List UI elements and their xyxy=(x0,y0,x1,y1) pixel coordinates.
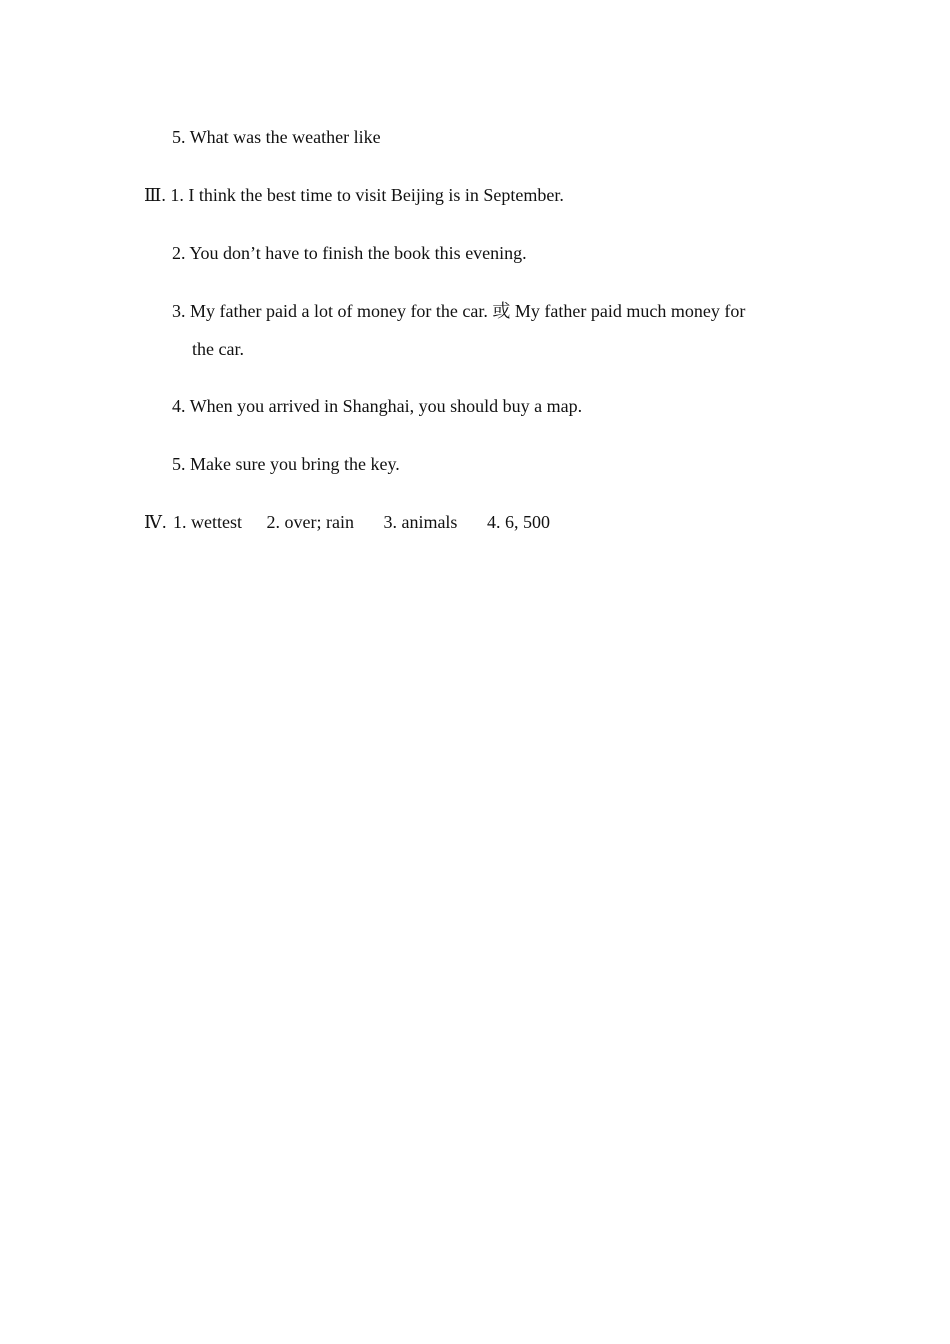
section-4-marker: Ⅳ. xyxy=(144,512,167,532)
section-3-item-3-continuation xyxy=(192,338,244,360)
item-number: 1. xyxy=(170,185,184,205)
answer-1: 1. wettest xyxy=(172,512,242,532)
item-number: 3. xyxy=(172,301,186,321)
item-text: My father paid a lot of money for the car. 或 My father paid much money for xyxy=(190,301,746,321)
section-3-marker: Ⅲ. xyxy=(144,185,166,205)
section-4-answers xyxy=(144,511,550,533)
item-number: 5. xyxy=(172,127,186,147)
item-text: You don’t have to finish the book this evening. xyxy=(189,243,527,263)
item-number: 5. xyxy=(172,454,186,474)
section-3-item-4 xyxy=(172,395,582,417)
item-number: 2. xyxy=(172,243,186,263)
item-number: 4. xyxy=(172,396,186,416)
section-3-item-3 xyxy=(172,300,745,322)
item-text: I think the best time to visit Beijing is in September. xyxy=(188,185,564,205)
section-3-item-1 xyxy=(144,184,564,206)
item-text-continuation: the car. xyxy=(192,339,244,359)
item-text: When you arrived in Shanghai, you should buy a map. xyxy=(189,396,583,416)
section-3-item-2 xyxy=(172,242,527,264)
answer-2: 2. over; rain xyxy=(266,512,354,532)
section-2-item-5 xyxy=(172,126,381,148)
item-text: What was the weather like xyxy=(189,127,381,147)
item-text: Make sure you bring the key. xyxy=(190,454,400,474)
answer-4: 4. 6, 500 xyxy=(486,512,550,532)
answer-3: 3. animals xyxy=(383,512,458,532)
section-3-item-5 xyxy=(172,453,400,475)
